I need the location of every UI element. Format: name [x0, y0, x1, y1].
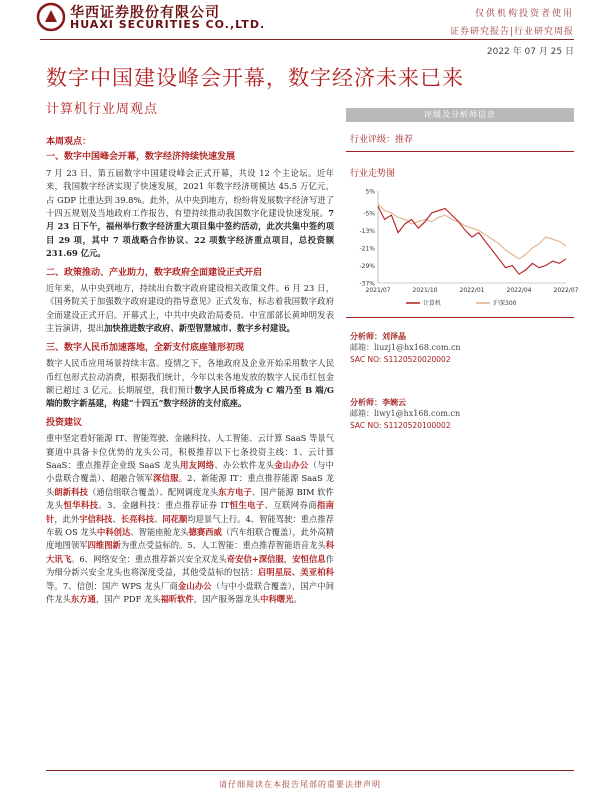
x-tick-label: 2021/07 [365, 287, 391, 294]
y-tick-label: 5% [365, 188, 375, 196]
info-header: 评级及分析师信息 [346, 108, 574, 122]
analyst-2-email[interactable]: 邮箱：liwy1@hx168.com.cn [350, 409, 461, 418]
report-title: 数字中国建设峰会开幕，数字经济未来已来 [46, 66, 464, 90]
section-3-text: 数字人民币应用场景持续丰富。疫情之下，各地政府及企业开始采用数字人民币红包形式拉动消费，根据我们统计，今年以来各地发放的数字人民币红包金额已超过 3 亿元。长期展望，我们预计数字人民币将成为 C 端乃至 B 端/G 端的数字新基建，构建“十四五”数字经济的支付底座。 [46, 358, 334, 409]
audience-note: 仅供机构投资者使用 [474, 9, 574, 19]
analyst-1-email[interactable]: 邮箱：liuzj1@hx168.com.cn [350, 343, 461, 352]
chart-divider [346, 317, 574, 318]
x-tick-label: 2022/01 [459, 287, 485, 294]
section-3-title: 三、数字人民币加速落地，全新支付底座雏形初现 [46, 342, 245, 353]
analyst-2 [346, 396, 574, 432]
report-type: 证券研究报告|行业研究周报 [449, 27, 574, 37]
company-logo [36, 2, 296, 32]
legend-label: 计算机 [423, 300, 442, 307]
section-4-title: 投资建议 [46, 417, 83, 428]
legal-notice: 请仔细阅读在本报告尾部的重要法律声明 [219, 780, 381, 789]
section-1-text: 7 月 23 日，第五届数字中国建设峰会正式开幕，共设 12 个主论坛。近年来，我国数字经济实现了快速发展，2021 年数字经济规模达 45.5 万亿元，占 GDP 比重达到 39.8%。此外，从中央到地方，纷纷将发展数字经济写进了十四五规划及当地政府工作报告，有望持续推动我国数字化建设快速发展。7 月 23 日下午，福州举行数字经济重大项目集中签约活动，此次共集中签约项目 29 项，其中 7 项战略合作协议、22 项数字经济重点项目，总投资额 231.69 亿元。 [46, 167, 334, 259]
x-tick-label: 2022/07 [553, 287, 579, 294]
y-tick-label: -13% [359, 227, 375, 235]
y-tick-label: -5% [363, 210, 375, 218]
report-date: 2022 年 07 月 25 日 [486, 47, 574, 57]
trend-chart-svg [346, 183, 579, 313]
footer-divider [46, 770, 574, 771]
rating-divider [346, 151, 574, 152]
sidebar [346, 108, 579, 432]
analyst-1-name: 分析师：刘泽晶 [350, 331, 406, 341]
investment-advice-text: 重申坚定看好能源 IT、智能驾驶、金融科技、人工智能、云计算 SaaS 等景气赛道中具备卡位优势的龙头公司，积极推荐以下七条投资主线：1、云计算 SaaS：重点推荐企业级 SaaS 龙头用友网络、办公软件龙头金山办公（与中小盘联合覆盖）、超融合领军深信服。2、新能源 IT：重点推荐能源 SaaS 龙头朗新科技（通信组联合覆盖）、配网调度龙头东方电子、国产能源 BIM 软件龙头恒华科技。3、金融科技：重点推荐证券 IT恒生电子、互联网券商指南针，此外宇信科技、长亮科技、同花顺均迎景气上行。4、智能驾驶：重点推荐车载 OS 龙头中科创达、智能座舱龙头德赛西威（汽车组联合覆盖），此外高精度地图领军四维图新为重点受益标的。5、人工智能：重点推荐智能语音龙头科大讯飞。6、网络安全：重点推荐新兴安全双龙头奇安信+深信服，安恒信息作为细分新兴安全龙头也将深度受益，其他受益标的包括：启明星辰、美亚柏科等。7、信创：国产 WPS 龙头厂商金山办公（与中小盘联合覆盖），国产中间件龙头东方通，国产 PDF 龙头福昕软件，国产服务器龙头中科曙光。 [46, 433, 334, 604]
x-tick-label: 2021/10 [412, 287, 438, 294]
analyst-1 [346, 330, 574, 366]
company-logo-icon [36, 2, 66, 32]
intro-heading: 本周观点： [46, 137, 92, 147]
analyst-2-sac: SAC NO: S1120520100002 [350, 421, 451, 430]
series-line-计算机 [378, 206, 566, 274]
company-name-cn: 华西证券股份有限公司 [70, 5, 220, 21]
analyst-spacer [346, 366, 574, 384]
industry-rating: 行业评级：推荐 [350, 135, 414, 145]
report-subtitle: 计算机行业周观点 [46, 102, 159, 117]
analyst-2-name: 分析师：李婉云 [350, 397, 406, 407]
trend-chart [346, 183, 579, 313]
section-1-title: 一、数字中国峰会开幕，数字经济持续快速发展 [46, 152, 236, 163]
x-tick-label: 2022/04 [506, 287, 532, 294]
y-tick-label: -29% [359, 262, 375, 270]
chart-title: 行业走势图 [350, 169, 396, 179]
section-2-title: 二、政策推动、产业助力，数字政府全面建设正式开启 [46, 267, 263, 278]
y-tick-label: -21% [359, 245, 375, 253]
analyst-1-sac: SAC NO: S1120520020002 [350, 355, 451, 364]
section-2-text: 近年来，从中央到地方，持续出台数字政府建设相关政策文件。6 月 23 日，《国务院关于加强数字政府建设的指导意见》正式发布，标志着我国数字政府全面建设正式开启。开幕式上，中共中央政治局委员、中宣部部长黄坤明发表主旨演讲，提出加快推进数字政府、新型智慧城市、数字乡村建设。 [46, 283, 334, 334]
header-divider [40, 39, 574, 40]
series-line-沪深300 [378, 204, 566, 259]
legend-label: 沪深300 [493, 300, 517, 307]
y-tick-label: -37% [359, 280, 375, 288]
company-name-en: HUAXI SECURITIES CO.,LTD. [70, 18, 266, 31]
main-body [46, 136, 334, 612]
